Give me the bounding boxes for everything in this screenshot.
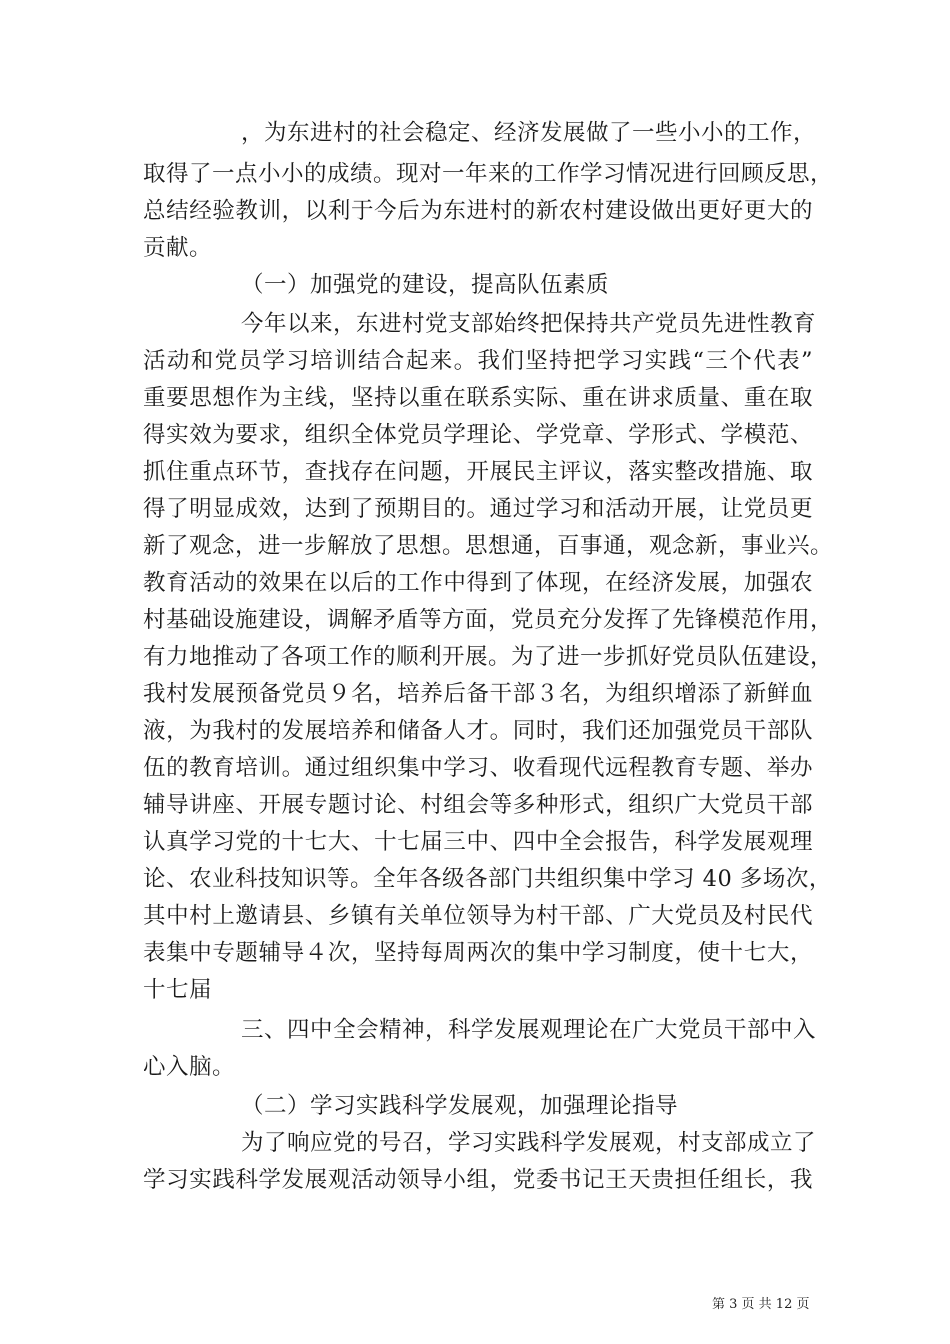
text-line: 十七届 bbox=[143, 977, 213, 1003]
text-line: 重要思想作为主线，坚持以重在联系实际、重在讲求质量、重在取 bbox=[143, 385, 813, 411]
text-line: ，为东进村的社会稳定、经济发展做了一些小小的工作， bbox=[241, 120, 817, 146]
text-line: 有力地推动了各项工作的顺利开展。为了进一步抓好党员队伍建设， bbox=[143, 644, 834, 670]
text-line: 新了观念，进一步解放了思想。思想通，百事通，观念新，事业兴。 bbox=[143, 533, 834, 559]
text-line: 其中村上邀请县、乡镇有关单位领导为村干部、广大党员及村民代 bbox=[143, 903, 813, 929]
text-line: 得实效为要求，组织全体党员学理论、学党章、学形式、学模范、 bbox=[143, 422, 813, 448]
text-line: 辅导讲座、开展专题讨论、村组会等多种形式，组织广大党员干部 bbox=[143, 792, 813, 818]
text-line: 村基础设施建设，调解矛盾等方面，党员充分发挥了先锋模范作用， bbox=[143, 607, 834, 633]
text-line: 伍的教育培训。通过组织集中学习、收看现代远程教育专题、举办 bbox=[143, 755, 813, 781]
text-line: 心入脑。 bbox=[143, 1054, 236, 1080]
text-line: 抓住重点环节，查找存在问题，开展民主评议，落实整改措施、取 bbox=[143, 459, 813, 485]
text-line: 论、农业科技知识等。全年各级各部门共组织集中学习 40 多场次， bbox=[143, 866, 832, 892]
text-line: 今年以来，东进村党支部始终把保持共产党员先进性教育 bbox=[241, 311, 817, 337]
text-line: 液，为我村的发展培养和储备人才。同时，我们还加强党员干部队 bbox=[143, 718, 813, 744]
page-number: 第 3 页 共 12 页 bbox=[712, 1297, 810, 1312]
text-line: 认真学习党的十七大、十七届三中、四中全会报告，科学发展观理 bbox=[143, 829, 813, 855]
text-line: 三、四中全会精神，科学发展观理论在广大党员干部中入 bbox=[241, 1017, 817, 1043]
text-line: 我村发展预备党员９名，培养后备干部３名，为组织增添了新鲜血 bbox=[143, 681, 813, 707]
text-line: 教育活动的效果在以后的工作中得到了体现，在经济发展，加强农 bbox=[143, 570, 813, 596]
text-line: 活动和党员学习培训结合起来。我们坚持把学习实践“三个代表” bbox=[143, 348, 813, 374]
section-heading: （二）学习实践科学发展观，加强理论指导 bbox=[241, 1093, 679, 1119]
text-line: 学习实践科学发展观活动领导小组，党委书记王天贵担任组长，我 bbox=[143, 1167, 813, 1193]
text-line: 总结经验教训，以利于今后为东进村的新农村建设做出更好更大的 bbox=[143, 198, 813, 224]
text-line: 贡献。 bbox=[143, 235, 213, 261]
text-line: 表集中专题辅导４次，坚持每周两次的集中学习制度，使十七大， bbox=[143, 940, 813, 966]
text-line: 为了响应党的号召，学习实践科学发展观，村支部成立了 bbox=[241, 1130, 817, 1156]
text-line: 得了明显成效，达到了预期目的。通过学习和活动开展，让党员更 bbox=[143, 496, 813, 522]
section-heading: （一）加强党的建设，提高队伍素质 bbox=[241, 272, 610, 298]
text-line: 取得了一点小小的成绩。现对一年来的工作学习情况进行回顾反思， bbox=[143, 161, 834, 187]
